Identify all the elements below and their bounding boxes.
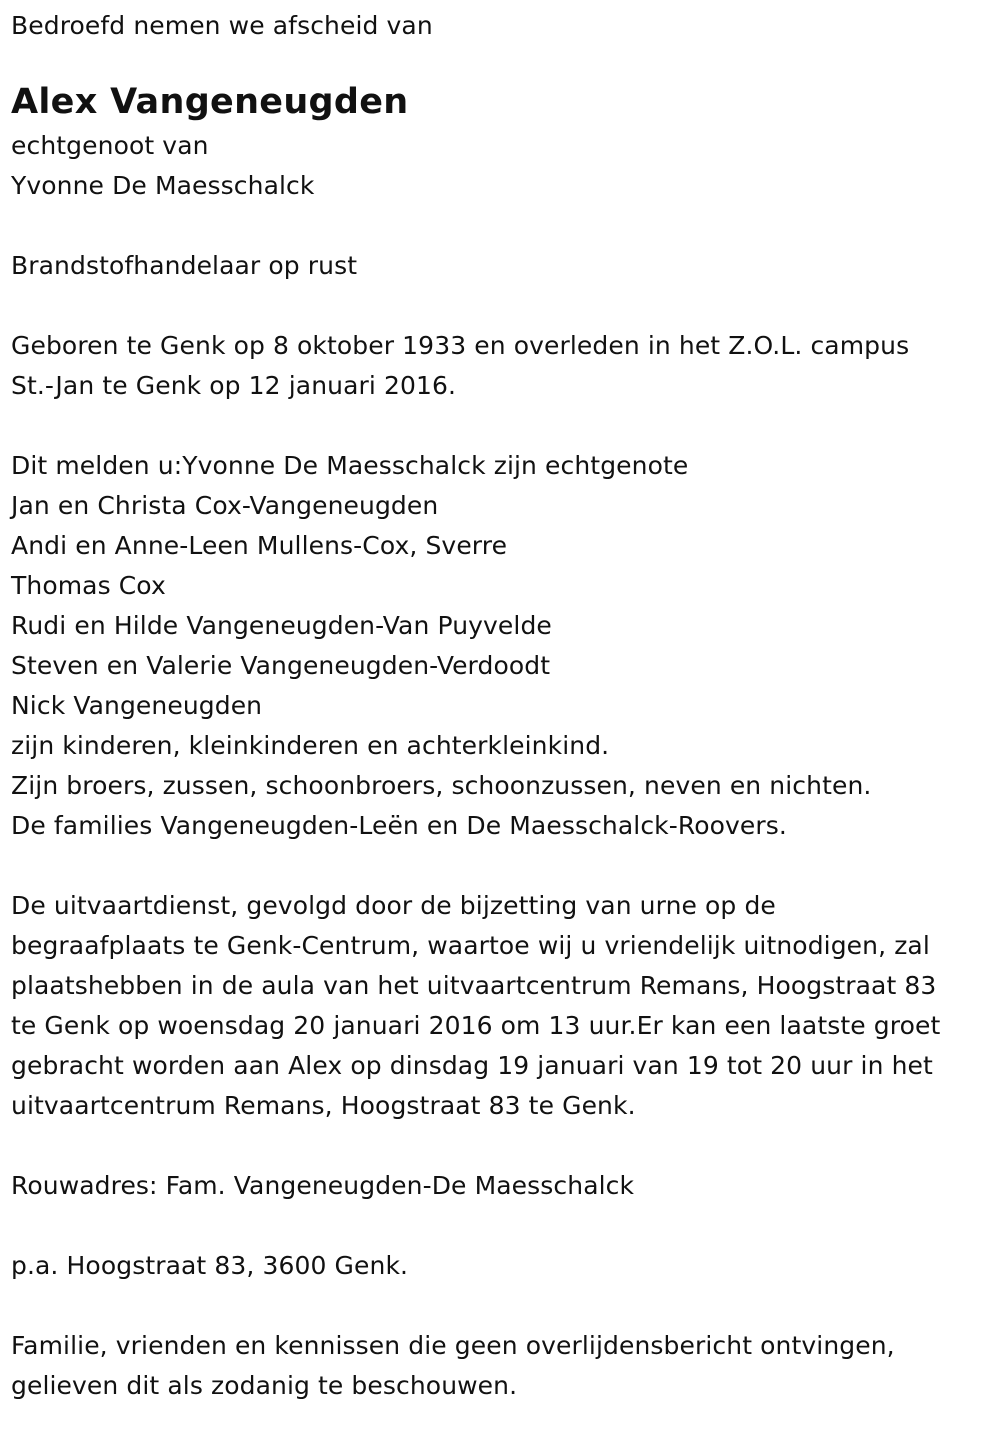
funeral-line: plaatshebben in de aula van het uitvaartcentrum Remans, Hoogstraat 83 — [11, 971, 937, 1000]
funeral-line: gebracht worden aan Alex op dinsdag 19 januari van 19 tot 20 uur in het — [11, 1051, 933, 1080]
closing-line: gelieven dit als zodanig te beschouwen. — [11, 1371, 518, 1400]
postal-address: p.a. Hoogstraat 83, 3600 Genk. — [11, 1251, 409, 1280]
funeral-paragraph — [11, 886, 996, 1126]
spouse-line: echtgenoot van — [11, 131, 209, 160]
announcer-line: Andi en Anne-Leen Mullens-Cox, Sverre — [11, 531, 508, 560]
announcer-line: Thomas Cox — [11, 571, 166, 600]
announcer-line: Rudi en Hilde Vangeneugden-Van Puyvelde — [11, 611, 552, 640]
funeral-line: te Genk op woensdag 20 januari 2016 om 13 uur.Er kan een laatste groet — [11, 1011, 941, 1040]
closing-line: Familie, vrienden en kennissen die geen overlijdensbericht ontvingen, — [11, 1331, 895, 1360]
birth-death-paragraph — [11, 326, 996, 406]
intro-text: Bedroefd nemen we afscheid van — [11, 11, 433, 40]
birth-death-line: Geboren te Genk op 8 oktober 1933 en overleden in het Z.O.L. campus — [11, 331, 910, 360]
announcer-line: Jan en Christa Cox-Vangeneugden — [11, 491, 439, 520]
announcers-list — [11, 446, 996, 846]
announcer-line: Nick Vangeneugden — [11, 691, 263, 720]
occupation: Brandstofhandelaar op rust — [11, 251, 358, 280]
funeral-line: uitvaartcentrum Remans, Hoogstraat 83 te Genk. — [11, 1091, 636, 1120]
mourning-address: Rouwadres: Fam. Vangeneugden-De Maesschalck — [11, 1171, 635, 1200]
announcer-line: zijn kinderen, kleinkinderen en achterkleinkind. — [11, 731, 610, 760]
death-notice — [11, 6, 996, 1406]
spouse-name: Yvonne De Maesschalck — [11, 171, 315, 200]
announcer-line: De families Vangeneugden-Leën en De Maesschalck-Roovers. — [11, 811, 787, 840]
announcer-line: Zijn broers, zussen, schoonbroers, schoonzussen, neven en nichten. — [11, 771, 872, 800]
funeral-line: De uitvaartdienst, gevolgd door de bijzetting van urne op de — [11, 891, 776, 920]
announcer-line: Dit melden u:Yvonne De Maesschalck zijn echtgenote — [11, 451, 689, 480]
announcer-line: Steven en Valerie Vangeneugden-Verdoodt — [11, 651, 551, 680]
deceased-name: Alex Vangeneugden — [11, 82, 409, 122]
spouse-block — [11, 126, 996, 206]
funeral-line: begraafplaats te Genk-Centrum, waartoe wij u vriendelijk uitnodigen, zal — [11, 931, 930, 960]
birth-death-line: St.-Jan te Genk op 12 januari 2016. — [11, 371, 457, 400]
closing-paragraph — [11, 1326, 996, 1406]
